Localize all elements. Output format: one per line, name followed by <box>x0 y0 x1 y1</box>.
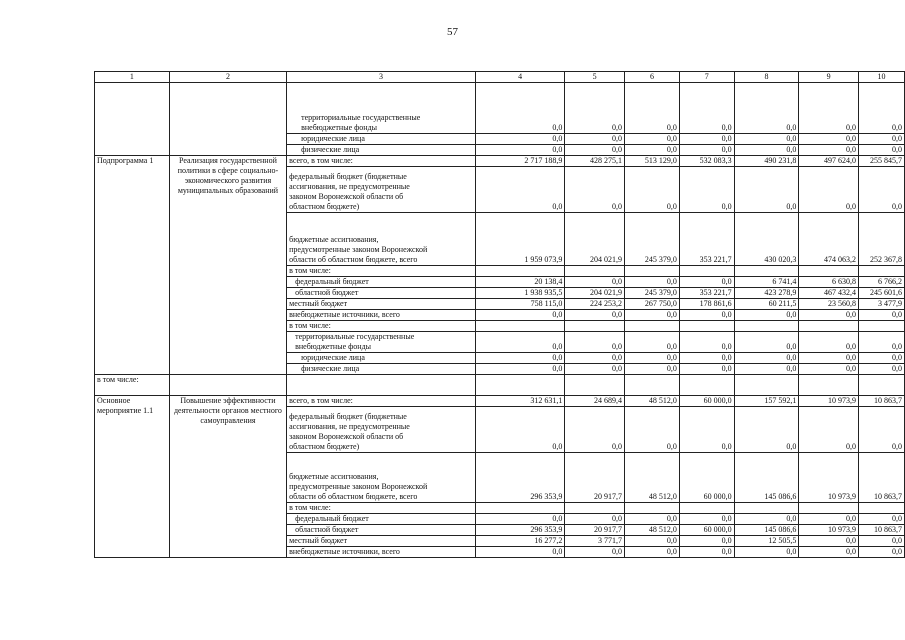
funding-source-cell: в том числе: <box>287 503 476 514</box>
funding-source-cell: физические лица <box>287 364 476 375</box>
amount-cell <box>475 375 564 396</box>
amount-cell: 0,0 <box>859 83 905 134</box>
funding-source-cell: юридические лица <box>287 353 476 364</box>
column-number: 3 <box>287 72 476 83</box>
amount-cell <box>625 503 680 514</box>
amount-cell: 0,0 <box>734 514 799 525</box>
amount-cell: 0,0 <box>734 310 799 321</box>
amount-cell: 0,0 <box>475 145 564 156</box>
amount-cell: 532 083,3 <box>679 156 734 167</box>
amount-cell: 0,0 <box>679 407 734 453</box>
amount-cell: 0,0 <box>565 353 625 364</box>
amount-cell: 0,0 <box>859 145 905 156</box>
column-number: 1 <box>95 72 170 83</box>
funding-source-cell: федеральный бюджет <box>287 277 476 288</box>
amount-cell <box>679 266 734 277</box>
funding-source-cell: областной бюджет <box>287 525 476 536</box>
amount-cell: 0,0 <box>799 83 859 134</box>
amount-cell: 0,0 <box>679 83 734 134</box>
funding-source-cell: внебюджетные источники, всего <box>287 310 476 321</box>
amount-cell <box>859 375 905 396</box>
amount-cell <box>475 266 564 277</box>
amount-cell: 10 863,7 <box>859 525 905 536</box>
amount-cell: 0,0 <box>859 310 905 321</box>
page-number: 57 <box>447 26 458 38</box>
amount-cell: 1 959 073,9 <box>475 213 564 266</box>
amount-cell: 6 741,4 <box>734 277 799 288</box>
amount-cell <box>859 503 905 514</box>
funding-source-cell: всего, в том числе: <box>287 156 476 167</box>
amount-cell: 157 592,1 <box>734 396 799 407</box>
amount-cell: 20 138,4 <box>475 277 564 288</box>
amount-cell <box>679 375 734 396</box>
amount-cell: 0,0 <box>734 167 799 213</box>
column-number: 4 <box>475 72 564 83</box>
amount-cell: 0,0 <box>859 134 905 145</box>
amount-cell: 0,0 <box>859 364 905 375</box>
table-row <box>95 396 905 407</box>
column-number: 8 <box>734 72 799 83</box>
amount-cell: 0,0 <box>799 514 859 525</box>
amount-cell: 10 973,9 <box>799 525 859 536</box>
column-number: 10 <box>859 72 905 83</box>
amount-cell: 255 845,7 <box>859 156 905 167</box>
amount-cell: 0,0 <box>475 353 564 364</box>
amount-cell <box>799 266 859 277</box>
amount-cell: 0,0 <box>799 364 859 375</box>
amount-cell: 0,0 <box>625 83 680 134</box>
amount-cell: 245 379,0 <box>625 288 680 299</box>
amount-cell: 0,0 <box>565 407 625 453</box>
amount-cell: 145 086,6 <box>734 453 799 503</box>
funding-source-cell: бюджетные ассигнования, предусмотренные законом Воронежской области об областном бюджете, всего <box>287 213 476 266</box>
amount-cell: 10 973,9 <box>799 396 859 407</box>
amount-cell: 0,0 <box>734 134 799 145</box>
amount-cell: 60 000,0 <box>679 525 734 536</box>
column-number: 9 <box>799 72 859 83</box>
funding-source-cell: юридические лица <box>287 134 476 145</box>
amount-cell: 0,0 <box>859 547 905 558</box>
amount-cell: 0,0 <box>475 83 564 134</box>
amount-cell: 0,0 <box>859 353 905 364</box>
amount-cell: 0,0 <box>475 310 564 321</box>
funding-source-cell: в том числе: <box>287 321 476 332</box>
program-name-cell: Реализация государственной политики в сфере социально-экономического развития муниципальных образований <box>169 156 286 375</box>
column-number: 5 <box>565 72 625 83</box>
amount-cell: 0,0 <box>859 332 905 353</box>
funding-source-cell: федеральный бюджет (бюджетные ассигнования, не предусмотренные законом Воронежской области об областном бюджете) <box>287 407 476 453</box>
amount-cell: 0,0 <box>475 332 564 353</box>
amount-cell: 0,0 <box>475 407 564 453</box>
amount-cell: 204 021,9 <box>565 213 625 266</box>
amount-cell: 48 512,0 <box>625 453 680 503</box>
amount-cell <box>799 503 859 514</box>
amount-cell: 0,0 <box>799 167 859 213</box>
header-row <box>95 72 905 83</box>
funding-source-cell <box>287 375 476 396</box>
amount-cell: 0,0 <box>679 145 734 156</box>
table-row <box>95 156 905 167</box>
amount-cell: 0,0 <box>679 547 734 558</box>
amount-cell: 0,0 <box>734 407 799 453</box>
table-row <box>95 83 905 134</box>
funding-source-cell: физические лица <box>287 145 476 156</box>
amount-cell: 0,0 <box>734 145 799 156</box>
amount-cell: 48 512,0 <box>625 525 680 536</box>
amount-cell: 0,0 <box>679 134 734 145</box>
amount-cell: 2 717 188,9 <box>475 156 564 167</box>
program-code-cell: Основное мероприятие 1.1 <box>95 396 170 558</box>
amount-cell: 24 689,4 <box>565 396 625 407</box>
amount-cell: 0,0 <box>475 364 564 375</box>
amount-cell: 0,0 <box>859 167 905 213</box>
amount-cell: 0,0 <box>679 332 734 353</box>
column-number: 6 <box>625 72 680 83</box>
amount-cell: 6 766,2 <box>859 277 905 288</box>
amount-cell: 0,0 <box>625 407 680 453</box>
amount-cell: 23 560,8 <box>799 299 859 310</box>
amount-cell <box>799 321 859 332</box>
funding-source-cell: областной бюджет <box>287 288 476 299</box>
funding-source-cell: территориальные государственные внебюджетные фонды <box>287 83 476 134</box>
amount-cell <box>625 321 680 332</box>
amount-cell: 48 512,0 <box>625 396 680 407</box>
amount-cell: 430 020,3 <box>734 213 799 266</box>
amount-cell: 3 477,9 <box>859 299 905 310</box>
amount-cell <box>565 321 625 332</box>
amount-cell: 0,0 <box>799 134 859 145</box>
amount-cell: 0,0 <box>734 83 799 134</box>
funding-source-cell: местный бюджет <box>287 536 476 547</box>
amount-cell: 0,0 <box>565 167 625 213</box>
amount-cell: 20 917,7 <box>565 453 625 503</box>
amount-cell <box>734 375 799 396</box>
amount-cell: 758 115,0 <box>475 299 564 310</box>
amount-cell: 428 275,1 <box>565 156 625 167</box>
amount-cell: 0,0 <box>565 83 625 134</box>
amount-cell: 513 129,0 <box>625 156 680 167</box>
amount-cell: 0,0 <box>859 407 905 453</box>
amount-cell: 12 505,5 <box>734 536 799 547</box>
amount-cell <box>734 266 799 277</box>
amount-cell: 0,0 <box>799 547 859 558</box>
funding-source-cell: всего, в том числе: <box>287 396 476 407</box>
amount-cell: 3 771,7 <box>565 536 625 547</box>
amount-cell: 0,0 <box>679 277 734 288</box>
amount-cell: 0,0 <box>565 547 625 558</box>
amount-cell: 296 353,9 <box>475 453 564 503</box>
amount-cell <box>734 503 799 514</box>
program-name-cell: Повышение эффективности деятельности органов местного самоуправления <box>169 396 286 558</box>
amount-cell: 353 221,7 <box>679 213 734 266</box>
amount-cell: 353 221,7 <box>679 288 734 299</box>
amount-cell: 204 021,9 <box>565 288 625 299</box>
funding-source-cell: федеральный бюджет <box>287 514 476 525</box>
amount-cell: 6 630,8 <box>799 277 859 288</box>
amount-cell: 0,0 <box>625 167 680 213</box>
funding-source-cell: бюджетные ассигнования, предусмотренные законом Воронежской области об областном бюджете, всего <box>287 453 476 503</box>
amount-cell: 0,0 <box>625 134 680 145</box>
amount-cell <box>625 375 680 396</box>
amount-cell: 245 379,0 <box>625 213 680 266</box>
amount-cell: 0,0 <box>734 353 799 364</box>
amount-cell: 0,0 <box>625 514 680 525</box>
amount-cell: 0,0 <box>679 364 734 375</box>
amount-cell <box>679 321 734 332</box>
amount-cell: 60 000,0 <box>679 453 734 503</box>
amount-cell: 252 367,8 <box>859 213 905 266</box>
amount-cell: 0,0 <box>799 536 859 547</box>
amount-cell: 312 631,1 <box>475 396 564 407</box>
column-number: 7 <box>679 72 734 83</box>
funding-source-cell: в том числе: <box>287 266 476 277</box>
amount-cell: 245 601,6 <box>859 288 905 299</box>
amount-cell: 296 353,9 <box>475 525 564 536</box>
amount-cell <box>625 266 680 277</box>
funding-source-cell: территориальные государственные внебюджетные фонды <box>287 332 476 353</box>
amount-cell: 474 063,2 <box>799 213 859 266</box>
amount-cell <box>859 266 905 277</box>
amount-cell: 0,0 <box>679 514 734 525</box>
amount-cell: 0,0 <box>565 277 625 288</box>
amount-cell: 0,0 <box>734 364 799 375</box>
amount-cell: 20 917,7 <box>565 525 625 536</box>
amount-cell: 16 277,2 <box>475 536 564 547</box>
funding-source-cell: внебюджетные источники, всего <box>287 547 476 558</box>
program-code-cell <box>95 83 170 156</box>
amount-cell: 145 086,6 <box>734 525 799 536</box>
amount-cell: 0,0 <box>679 536 734 547</box>
amount-cell: 0,0 <box>859 536 905 547</box>
amount-cell: 0,0 <box>565 310 625 321</box>
amount-cell: 0,0 <box>799 310 859 321</box>
amount-cell: 267 750,0 <box>625 299 680 310</box>
amount-cell: 497 624,0 <box>799 156 859 167</box>
amount-cell: 0,0 <box>799 353 859 364</box>
amount-cell: 0,0 <box>799 407 859 453</box>
amount-cell <box>734 321 799 332</box>
amount-cell <box>859 321 905 332</box>
amount-cell: 1 938 935,5 <box>475 288 564 299</box>
amount-cell: 0,0 <box>625 277 680 288</box>
amount-cell: 0,0 <box>625 310 680 321</box>
column-number: 2 <box>169 72 286 83</box>
amount-cell: 0,0 <box>625 332 680 353</box>
amount-cell: 0,0 <box>565 134 625 145</box>
budget-table <box>94 71 905 558</box>
amount-cell: 10 863,7 <box>859 453 905 503</box>
program-code-cell: Подпрограмма 1 <box>95 156 170 375</box>
program-name-cell <box>169 83 286 156</box>
amount-cell: 0,0 <box>475 547 564 558</box>
amount-cell: 0,0 <box>799 145 859 156</box>
amount-cell: 0,0 <box>679 353 734 364</box>
program-code-cell: в том числе: <box>95 375 170 396</box>
amount-cell: 0,0 <box>625 547 680 558</box>
amount-cell: 0,0 <box>625 536 680 547</box>
funding-source-cell: местный бюджет <box>287 299 476 310</box>
amount-cell: 0,0 <box>679 167 734 213</box>
amount-cell: 0,0 <box>565 145 625 156</box>
amount-cell: 0,0 <box>565 514 625 525</box>
amount-cell: 0,0 <box>565 332 625 353</box>
funding-source-cell: федеральный бюджет (бюджетные ассигнования, не предусмотренные законом Воронежской области об областном бюджете) <box>287 167 476 213</box>
amount-cell: 0,0 <box>734 547 799 558</box>
amount-cell: 0,0 <box>859 514 905 525</box>
amount-cell: 60 211,5 <box>734 299 799 310</box>
amount-cell: 423 278,9 <box>734 288 799 299</box>
amount-cell <box>475 321 564 332</box>
amount-cell: 0,0 <box>475 167 564 213</box>
amount-cell <box>565 266 625 277</box>
amount-cell: 10 973,9 <box>799 453 859 503</box>
program-name-cell <box>169 375 286 396</box>
amount-cell: 0,0 <box>625 145 680 156</box>
amount-cell: 0,0 <box>475 514 564 525</box>
amount-cell: 0,0 <box>625 353 680 364</box>
amount-cell <box>565 375 625 396</box>
amount-cell <box>679 503 734 514</box>
amount-cell <box>475 503 564 514</box>
amount-cell: 0,0 <box>734 332 799 353</box>
amount-cell: 10 863,7 <box>859 396 905 407</box>
amount-cell: 224 253,2 <box>565 299 625 310</box>
amount-cell <box>565 503 625 514</box>
amount-cell: 60 000,0 <box>679 396 734 407</box>
amount-cell: 490 231,8 <box>734 156 799 167</box>
amount-cell: 0,0 <box>679 310 734 321</box>
amount-cell: 0,0 <box>799 332 859 353</box>
amount-cell: 0,0 <box>625 364 680 375</box>
amount-cell: 0,0 <box>475 134 564 145</box>
amount-cell: 0,0 <box>565 364 625 375</box>
amount-cell: 467 432,4 <box>799 288 859 299</box>
amount-cell <box>799 375 859 396</box>
amount-cell: 178 861,6 <box>679 299 734 310</box>
table-row <box>95 375 905 396</box>
